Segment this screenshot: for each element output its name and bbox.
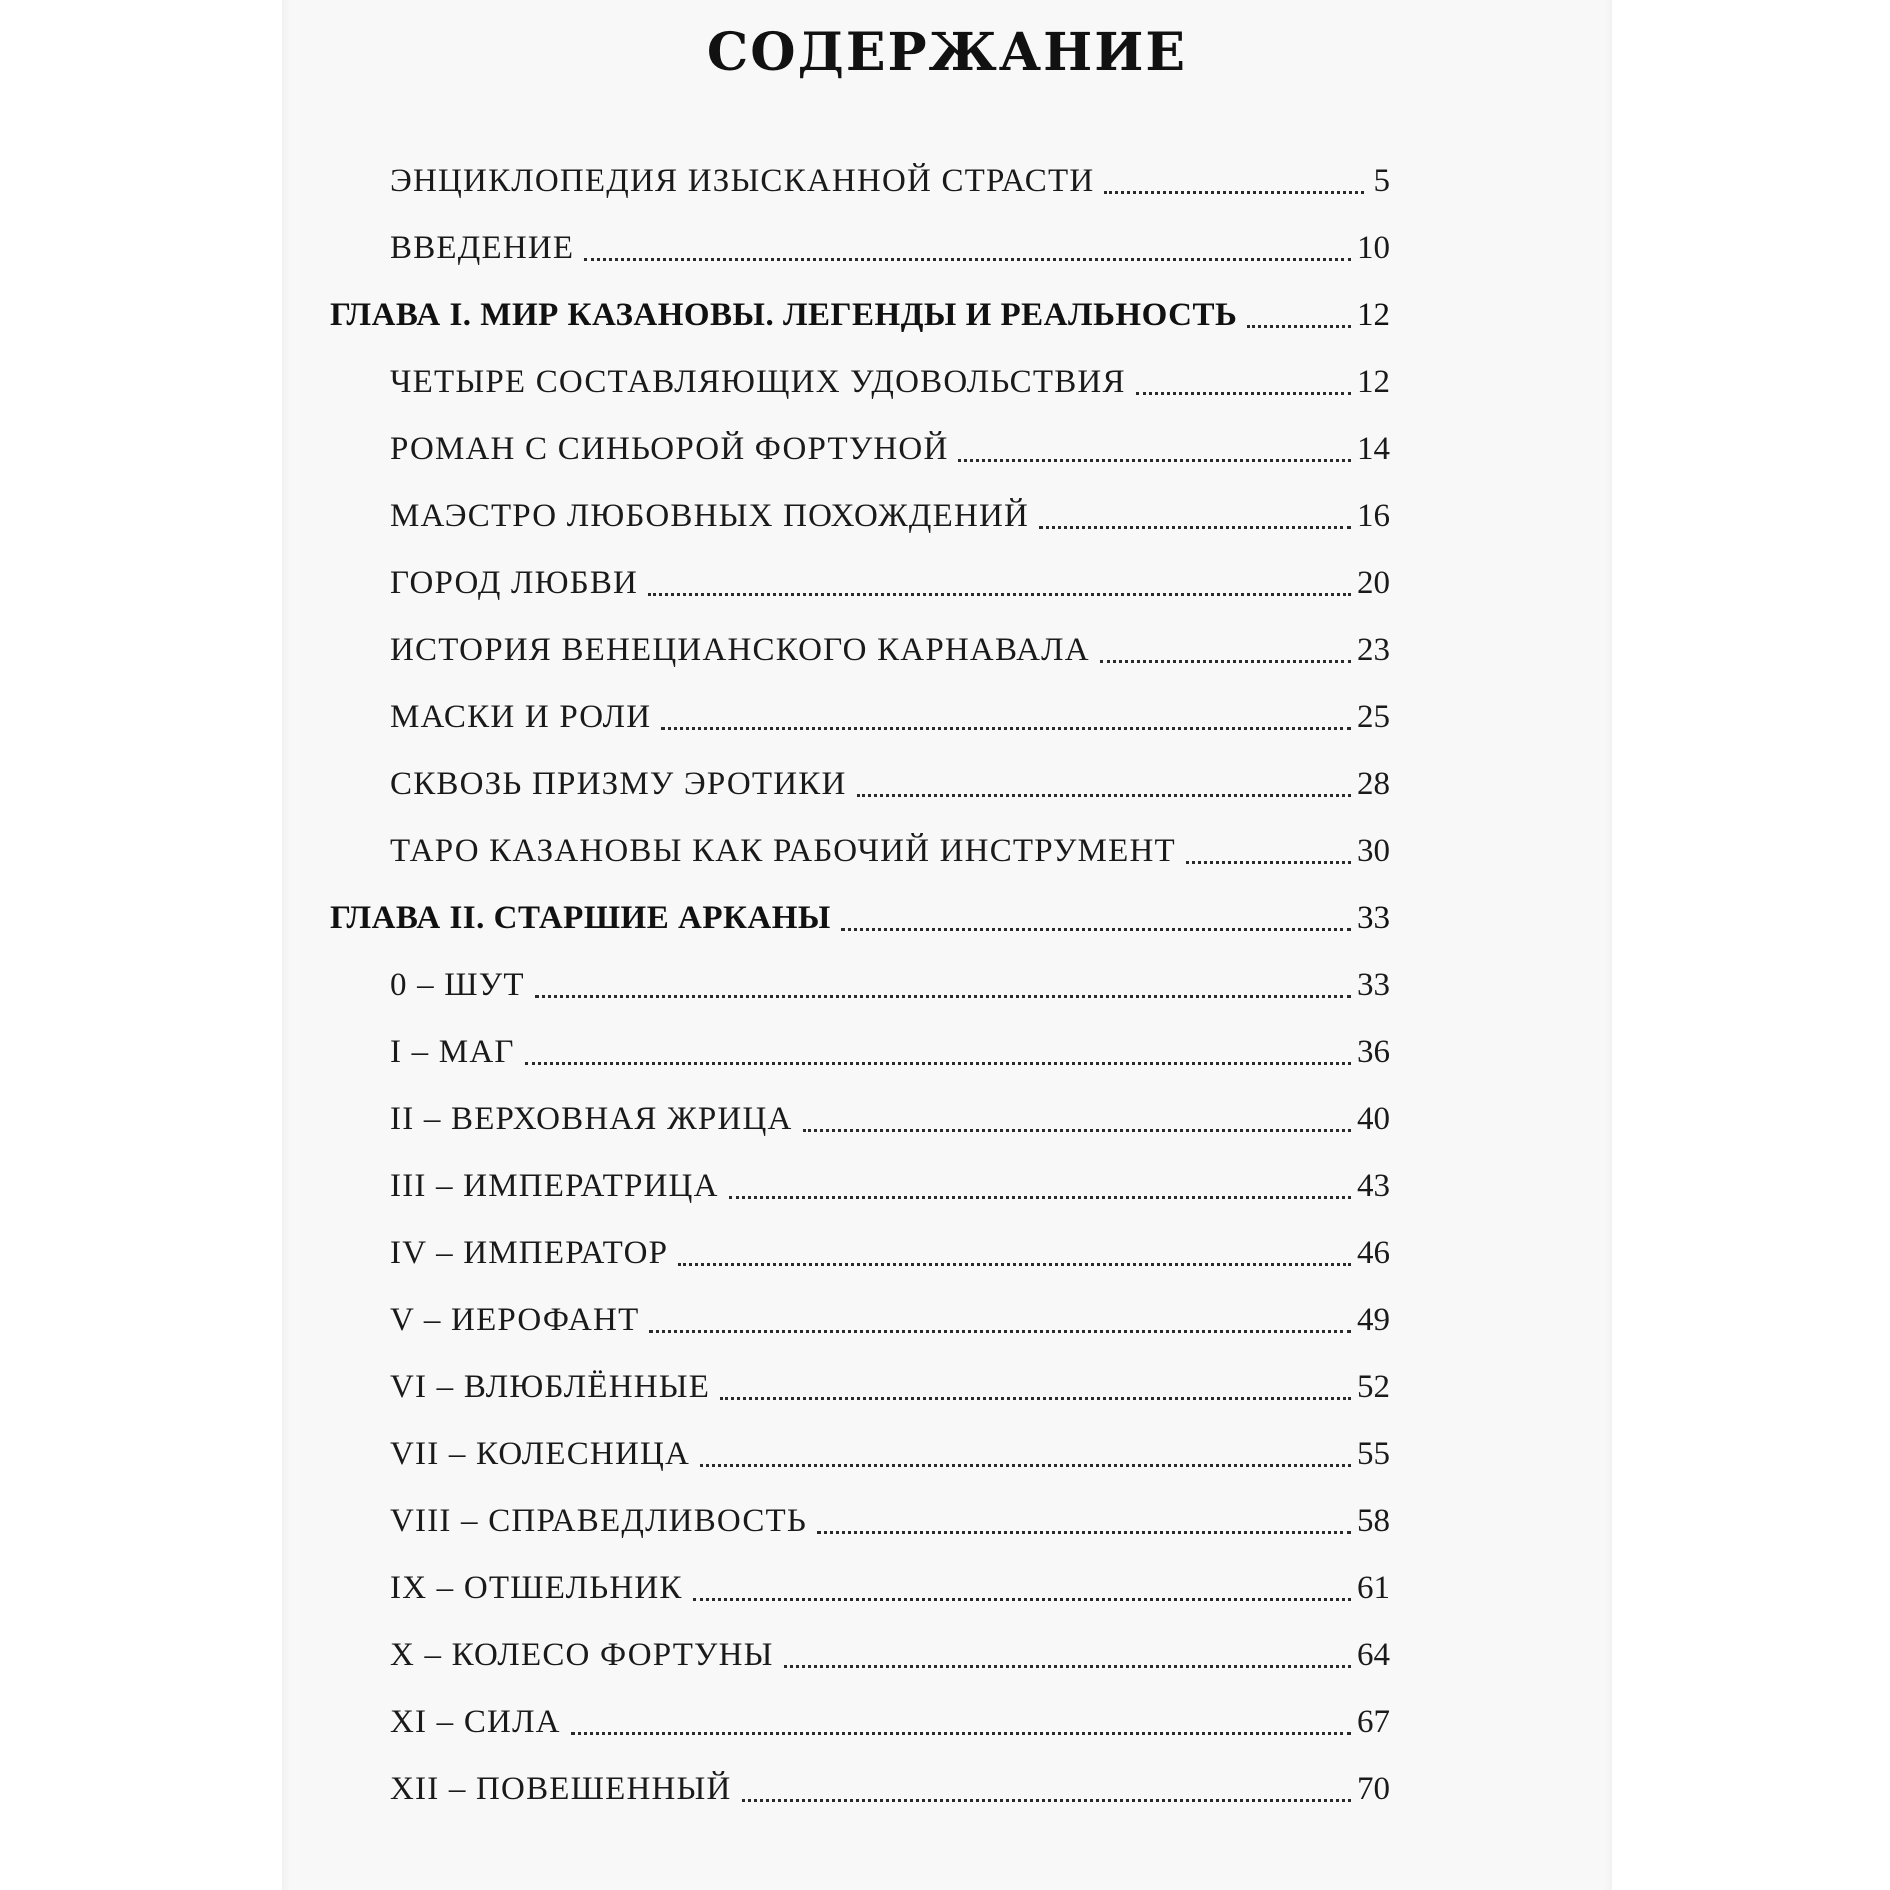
toc-page-number: 33 — [1357, 967, 1390, 1003]
dot-leader — [958, 459, 1351, 462]
toc-page-number: 14 — [1357, 431, 1390, 467]
toc-entry — [390, 426, 1390, 470]
toc-entry — [390, 1632, 1390, 1676]
toc-page-number: 36 — [1357, 1034, 1390, 1070]
toc-entry-title: ЧЕТЫРЕ СОСТАВЛЯЮЩИХ УДОВОЛЬСТВИЯ — [390, 364, 1126, 400]
toc-entry — [390, 225, 1390, 269]
dot-leader — [700, 1464, 1351, 1467]
toc-entry — [390, 359, 1390, 403]
dot-leader — [729, 1196, 1351, 1199]
toc-entry-title: VII – КОЛЕСНИЦА — [390, 1436, 691, 1472]
toc-entry-title: IV – ИМПЕРАТОР — [390, 1235, 669, 1271]
toc-entry-title: VIII – СПРАВЕДЛИВОСТЬ — [390, 1503, 808, 1539]
dot-leader — [742, 1799, 1351, 1802]
toc-chapter-entry — [330, 292, 1390, 336]
toc-entry — [390, 1431, 1390, 1475]
toc-entry-title: I – МАГ — [390, 1034, 515, 1070]
toc-entry-title: VI – ВЛЮБЛЁННЫЕ — [390, 1369, 711, 1405]
book-page — [282, 0, 1612, 1890]
dot-leader — [1104, 191, 1364, 194]
toc-entry-title: ЭНЦИКЛОПЕДИЯ ИЗЫСКАННОЙ СТРАСТИ — [390, 163, 1095, 199]
toc-chapter-entry — [330, 895, 1390, 939]
toc-page-number: 52 — [1357, 1369, 1390, 1405]
dot-leader — [525, 1062, 1351, 1065]
dot-leader — [571, 1732, 1351, 1735]
toc-page-number: 67 — [1357, 1704, 1390, 1740]
toc-entry-title: МАСКИ И РОЛИ — [390, 699, 652, 735]
toc-page-number: 64 — [1357, 1637, 1390, 1673]
dot-leader — [535, 995, 1351, 998]
toc-entry-title: IX – ОТШЕЛЬНИК — [390, 1570, 683, 1606]
dot-leader — [584, 258, 1351, 261]
page-title: СОДЕРЖАНИЕ — [706, 22, 1188, 83]
toc-page-number: 43 — [1357, 1168, 1390, 1204]
toc-page-number: 61 — [1357, 1570, 1390, 1606]
toc-entry — [390, 1297, 1390, 1341]
toc-entry-title: ВВЕДЕНИЕ — [390, 230, 575, 266]
dot-leader — [817, 1531, 1351, 1534]
toc-entry — [390, 828, 1390, 872]
toc-entry-title: МАЭСТРО ЛЮБОВНЫХ ПОХОЖДЕНИЙ — [390, 498, 1030, 534]
toc-page-number: 46 — [1357, 1235, 1390, 1271]
toc-page-number: 40 — [1357, 1101, 1390, 1137]
toc-entry — [390, 1364, 1390, 1408]
dot-leader — [1100, 660, 1351, 663]
toc-entry — [390, 158, 1390, 202]
toc-entry — [390, 694, 1390, 738]
toc-entry-title: 0 – ШУТ — [390, 967, 525, 1003]
table-of-contents — [282, 0, 1612, 1890]
toc-entry-title: РОМАН С СИНЬОРОЙ ФОРТУНОЙ — [390, 431, 949, 467]
toc-entry-title: III – ИМПЕРАТРИЦА — [390, 1168, 719, 1204]
toc-entry — [390, 560, 1390, 604]
toc-page-number: 33 — [1357, 900, 1390, 936]
toc-page-number: 58 — [1357, 1503, 1390, 1539]
toc-entry — [390, 1230, 1390, 1274]
toc-page-number: 12 — [1357, 364, 1390, 400]
toc-page-number: 10 — [1357, 230, 1390, 266]
toc-page-number: 30 — [1357, 833, 1390, 869]
dot-leader — [661, 727, 1351, 730]
dot-leader — [841, 928, 1351, 931]
toc-entry-title: V – ИЕРОФАНТ — [390, 1302, 640, 1338]
toc-page-number: 16 — [1357, 498, 1390, 534]
dot-leader — [803, 1129, 1351, 1132]
toc-entry-title: ИСТОРИЯ ВЕНЕЦИАНСКОГО КАРНАВАЛА — [390, 632, 1090, 668]
toc-page-number: 20 — [1357, 565, 1390, 601]
dot-leader — [1186, 861, 1351, 864]
toc-entry — [390, 1565, 1390, 1609]
toc-page-number: 25 — [1357, 699, 1390, 735]
toc-entry-title: ГЛАВА II. СТАРШИЕ АРКАНЫ — [330, 900, 831, 936]
dot-leader — [784, 1665, 1351, 1668]
toc-entry-title: II – ВЕРХОВНАЯ ЖРИЦА — [390, 1101, 793, 1137]
dot-leader — [693, 1598, 1351, 1601]
toc-entry — [390, 1766, 1390, 1810]
toc-page-number: 5 — [1373, 163, 1390, 199]
toc-page-number: 49 — [1357, 1302, 1390, 1338]
toc-entry — [390, 1096, 1390, 1140]
toc-entry — [390, 1163, 1390, 1207]
dot-leader — [720, 1397, 1351, 1400]
toc-page-number: 70 — [1357, 1771, 1390, 1807]
toc-entry — [390, 1029, 1390, 1073]
dot-leader — [649, 1330, 1351, 1333]
dot-leader — [1247, 325, 1351, 328]
toc-entry — [390, 761, 1390, 805]
dot-leader — [857, 794, 1351, 797]
toc-entry-title: СКВОЗЬ ПРИЗМУ ЭРОТИКИ — [390, 766, 847, 802]
dot-leader — [1136, 392, 1351, 395]
toc-entry-title: ГОРОД ЛЮБВИ — [390, 565, 639, 601]
toc-page-number: 12 — [1357, 297, 1390, 333]
toc-entry — [390, 1699, 1390, 1743]
toc-entry-title: ТАРО КАЗАНОВЫ КАК РАБОЧИЙ ИНСТРУМЕНТ — [390, 833, 1176, 869]
toc-entry-title: XI – СИЛА — [390, 1704, 561, 1740]
toc-entry-title: XII – ПОВЕШЕННЫЙ — [390, 1771, 732, 1807]
toc-entry — [390, 962, 1390, 1006]
dot-leader — [678, 1263, 1351, 1266]
dot-leader — [648, 593, 1351, 596]
toc-page-number: 28 — [1357, 766, 1390, 802]
toc-page-number: 23 — [1357, 632, 1390, 668]
toc-page-number: 55 — [1357, 1436, 1390, 1472]
toc-entry-title: ГЛАВА I. МИР КАЗАНОВЫ. ЛЕГЕНДЫ И РЕАЛЬНОСТЬ — [330, 297, 1238, 333]
dot-leader — [1039, 526, 1351, 529]
toc-entry — [390, 1498, 1390, 1542]
toc-entry — [390, 627, 1390, 671]
toc-entry-title: X – КОЛЕСО ФОРТУНЫ — [390, 1637, 774, 1673]
toc-entry — [390, 493, 1390, 537]
